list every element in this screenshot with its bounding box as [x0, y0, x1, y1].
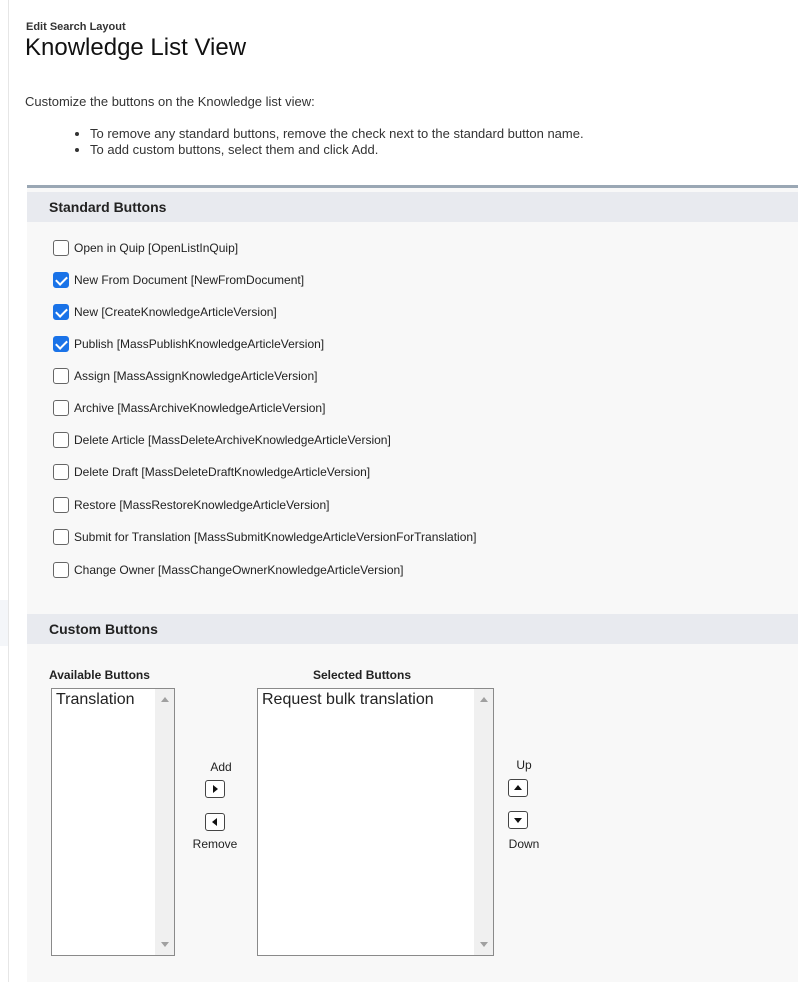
remove-label: Remove — [192, 837, 238, 851]
selected-item-request-bulk-translation[interactable]: Request bulk translation — [262, 691, 434, 708]
standard-button-row[interactable] — [53, 528, 476, 546]
standard-button-row[interactable] — [53, 496, 329, 514]
checkbox-archive[interactable] — [53, 400, 69, 416]
standard-button-label: Publish [MassPublishKnowledgeArticleVersion] — [74, 337, 325, 351]
page-title: Knowledge List View — [25, 34, 247, 61]
standard-button-row[interactable] — [53, 463, 370, 481]
checkbox-new-from-document[interactable] — [53, 272, 69, 288]
page-description: Customize the buttons on the Knowledge list view: — [25, 94, 315, 109]
checkbox-submit-for-translation[interactable] — [53, 529, 69, 545]
panel-top-border — [27, 185, 798, 188]
standard-button-row[interactable] — [53, 335, 324, 353]
page-subtitle: Edit Search Layout — [26, 21, 126, 33]
available-buttons-listbox[interactable] — [51, 688, 175, 956]
standard-button-label: Open in Quip [OpenListInQuip] — [74, 241, 239, 255]
checkbox-change-owner[interactable] — [53, 562, 69, 578]
standard-button-label: Restore [MassRestoreKnowledgeArticleVersion] — [74, 498, 330, 512]
standard-button-label: Delete Draft [MassDeleteDraftKnowledgeArticleVersion] — [74, 465, 371, 479]
standard-button-label: New From Document [NewFromDocument] — [74, 273, 305, 287]
selected-buttons-label: Selected Buttons — [313, 668, 412, 682]
down-label: Down — [508, 837, 540, 851]
standard-button-label: Delete Article [MassDeleteArchiveKnowledgeArticleVersion] — [74, 433, 391, 447]
standard-button-row[interactable] — [53, 239, 238, 257]
instruction-item: • To add custom buttons, select them and click Add. — [90, 142, 584, 158]
checkbox-publish[interactable] — [53, 336, 69, 352]
custom-buttons-header — [27, 614, 798, 644]
custom-buttons-heading: Custom Buttons — [49, 621, 158, 637]
checkbox-delete-article[interactable] — [53, 432, 69, 448]
selected-buttons-listbox[interactable] — [257, 688, 494, 956]
available-scrollbar[interactable] — [155, 689, 174, 955]
standard-buttons-header — [27, 192, 798, 222]
arrow-down-icon — [514, 818, 522, 823]
scroll-up-icon — [161, 697, 169, 702]
add-label: Add — [210, 760, 232, 774]
available-buttons-label: Available Buttons — [49, 668, 150, 682]
standard-button-row[interactable] — [53, 303, 277, 321]
checkbox-restore[interactable] — [53, 497, 69, 513]
instruction-item: • To remove any standard buttons, remove the check next to the standard button name. — [90, 126, 584, 142]
selected-scrollbar[interactable] — [474, 689, 493, 955]
standard-button-row[interactable] — [53, 271, 304, 289]
standard-button-label: Assign [MassAssignKnowledgeArticleVersion] — [74, 369, 318, 383]
standard-button-row[interactable] — [53, 367, 317, 385]
move-up-button[interactable] — [508, 779, 528, 797]
available-item-translation[interactable]: Translation — [56, 691, 135, 708]
arrow-right-icon — [213, 785, 218, 793]
standard-button-label: New [CreateKnowledgeArticleVersion] — [74, 305, 277, 319]
scroll-down-icon — [161, 942, 169, 947]
up-label: Up — [516, 758, 532, 772]
checkbox-open-in-quip[interactable] — [53, 240, 69, 256]
remove-button[interactable] — [205, 813, 225, 831]
checkbox-new[interactable] — [53, 304, 69, 320]
standard-button-label: Submit for Translation [MassSubmitKnowledgeArticleVersionForTranslation] — [74, 530, 477, 544]
page-left-border — [8, 0, 9, 982]
scroll-up-icon — [480, 697, 488, 702]
instructions-list — [70, 126, 584, 158]
arrow-up-icon — [514, 785, 522, 790]
scroll-down-icon — [480, 942, 488, 947]
standard-button-label: Change Owner [MassChangeOwnerKnowledgeArticleVersion] — [74, 563, 404, 577]
standard-button-row[interactable] — [53, 431, 391, 449]
arrow-left-icon — [212, 818, 217, 826]
standard-button-row[interactable] — [53, 399, 325, 417]
checkbox-delete-draft[interactable] — [53, 464, 69, 480]
standard-button-label: Archive [MassArchiveKnowledgeArticleVersion] — [74, 401, 326, 415]
standard-buttons-heading: Standard Buttons — [49, 199, 167, 215]
add-button[interactable] — [205, 780, 225, 798]
checkbox-assign[interactable] — [53, 368, 69, 384]
move-down-button[interactable] — [508, 811, 528, 829]
page-left-tab — [0, 600, 8, 646]
standard-button-row[interactable] — [53, 561, 404, 579]
